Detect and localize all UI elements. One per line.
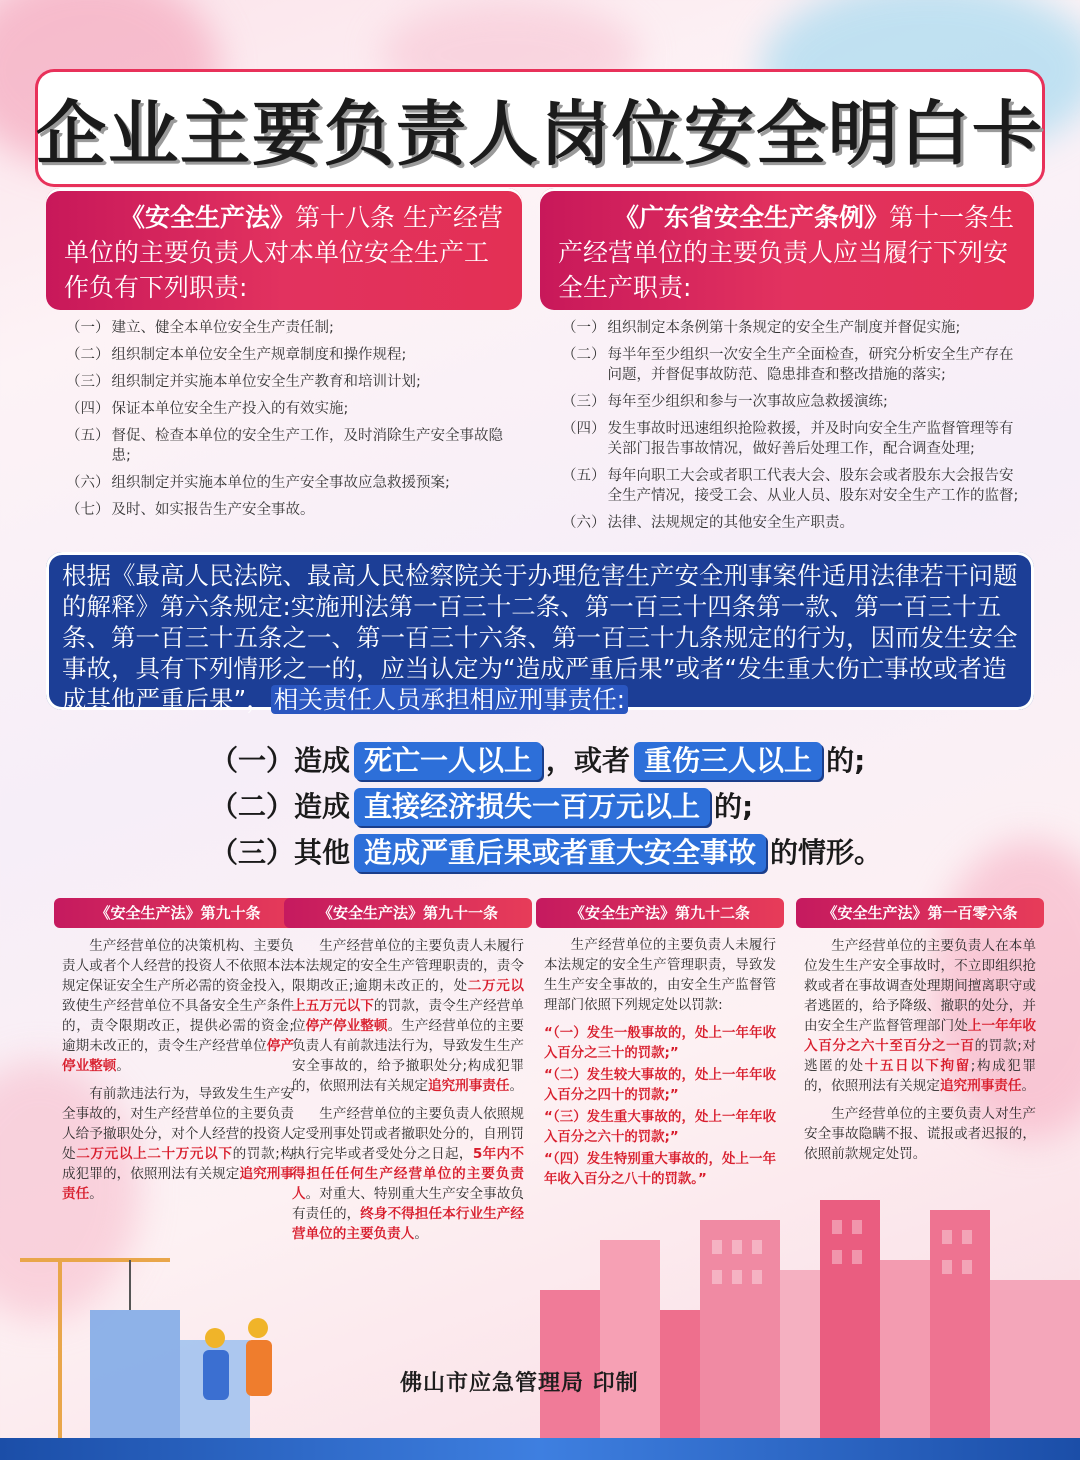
building-shape bbox=[930, 1210, 990, 1460]
item-number: （二） bbox=[562, 347, 606, 363]
item-text: 组织制定并实施本单位安全生产教育和培训计划; bbox=[111, 374, 421, 390]
list-item bbox=[562, 513, 1024, 533]
item-text: 法律、法规规定的其他安全生产职责。 bbox=[607, 515, 854, 531]
paragraph-text: 。 bbox=[414, 1226, 428, 1242]
item-number: （四） bbox=[66, 401, 110, 417]
judicial-interpretation-box bbox=[46, 552, 1034, 714]
law-box-safety-production-act bbox=[46, 188, 522, 310]
item-number: （七） bbox=[66, 502, 110, 518]
judicial-text: 根据《最高人民法院、最高人民检察院关于办理危害生产安全刑事案件适用法律若干问题的解释》第六条规定:实施刑法第一百三十二条、第一百三十四条第一款、第一百三十五条、第一百三十五条之一、第一百三十六条、第一百三十九条规定的行为，因而发生安全事故，具有下列情形之一的，应当认定为“造成严重后果”或者“发生重大伤亡事故或者造成其他严重后果”， bbox=[62, 561, 1018, 714]
paragraph-text: ;构成犯罪的，依照刑法有关规定 bbox=[804, 1058, 1037, 1094]
paragraph-text: 。 bbox=[116, 1058, 130, 1074]
worker-figure bbox=[203, 1350, 229, 1400]
duties-list-left bbox=[66, 318, 514, 527]
item-text: 每年至少组织和参与一次事故应急救援演练; bbox=[607, 394, 888, 410]
building-shape bbox=[600, 1240, 660, 1460]
item-text: 发生事故时迅速组织抢险救援，并及时向安全生产监督管理等有关部门报告事故情况，做好善后处理工作，配合调查处理; bbox=[607, 421, 1014, 457]
consequence-cases bbox=[210, 738, 882, 876]
article-column-91 bbox=[292, 898, 524, 1252]
building-shape bbox=[880, 1260, 930, 1460]
title-banner bbox=[36, 78, 1044, 178]
penalty-item: “（一）发生一般事故的，处上一年年收入百分之三十的罚款;” bbox=[544, 1026, 776, 1061]
item-number: （一） bbox=[562, 320, 606, 336]
penalty-item: “（三）发生重大事故的，处上一年年收入百分之六十的罚款;” bbox=[544, 1110, 776, 1145]
law-name: 《广东省安全生产条例》 bbox=[614, 203, 890, 232]
article-body bbox=[292, 936, 524, 1244]
penalty-highlight: 5年内不得担任任何生产经营单位的主要负责人 bbox=[292, 1146, 524, 1202]
article-paragraph bbox=[62, 1084, 294, 1204]
item-text: 及时、如实报告生产安全事故。 bbox=[111, 502, 315, 518]
bottom-bar bbox=[0, 1438, 1080, 1460]
list-item bbox=[66, 426, 514, 466]
penalty-highlight: 追究刑事责任 bbox=[939, 1078, 1022, 1094]
article-title: 《安全生产法》第一百零六条 bbox=[796, 898, 1044, 928]
article-paragraph bbox=[804, 936, 1036, 1096]
item-number: （三） bbox=[562, 394, 606, 410]
list-item bbox=[562, 392, 1024, 412]
article-paragraph: 生产经营单位的主要负责人对生产安全事故隐瞒不报、谎报或者迟报的，依照前款规定处罚。 bbox=[804, 1106, 1036, 1162]
judicial-highlight: 相关责任人员承担相应刑事责任: bbox=[271, 685, 628, 714]
penalty-highlight: 停产停业整顿 bbox=[62, 1038, 295, 1074]
case-item bbox=[210, 830, 882, 876]
list-item bbox=[66, 372, 514, 392]
penalty-highlight: 终身不得担任本行业生产经营单位的主要负责人 bbox=[292, 1206, 525, 1242]
article-body bbox=[544, 936, 776, 1190]
law-box-guangdong-regulation bbox=[540, 188, 1034, 310]
case-prefix: （三）其他 bbox=[210, 836, 351, 869]
item-number: （三） bbox=[66, 374, 110, 390]
case-prefix: （二）造成 bbox=[210, 790, 351, 823]
article-title: 《安全生产法》第九十一条 bbox=[284, 898, 532, 928]
list-item bbox=[66, 500, 514, 520]
article-title: 《安全生产法》第九十二条 bbox=[536, 898, 784, 928]
article-body bbox=[62, 936, 294, 1204]
penalty-highlight: 二万元以上五万元以下 bbox=[292, 978, 524, 1014]
paragraph-text: 。 bbox=[1021, 1078, 1036, 1094]
item-text: 每年向职工大会或者职工代表大会、股东会或者股东大会报告安全生产情况，接受工会、从业人员、股东对安全生产工作的监督; bbox=[607, 468, 1019, 504]
law-name: 《安全生产法》 bbox=[120, 203, 296, 232]
paragraph-text: 。 bbox=[509, 1078, 524, 1094]
paragraph-text: 。 bbox=[89, 1186, 103, 1202]
building-shape bbox=[780, 1270, 820, 1460]
item-number: （五） bbox=[562, 468, 606, 484]
worker-figure bbox=[246, 1340, 272, 1396]
list-item bbox=[562, 466, 1024, 506]
article-column-92 bbox=[544, 898, 776, 1190]
item-number: （六） bbox=[562, 515, 606, 531]
case-suffix: 的; bbox=[714, 790, 754, 823]
list-item bbox=[66, 399, 514, 419]
item-text: 组织制定本条例第十条规定的安全生产制度并督促实施; bbox=[607, 320, 961, 336]
list-item bbox=[66, 345, 514, 365]
paragraph-text: 。对重大、特别重大生产安全事故负有责任的， bbox=[292, 1186, 525, 1222]
item-number: （二） bbox=[66, 347, 110, 363]
case-highlight: 重伤三人以上 bbox=[634, 742, 822, 780]
penalty-item: “（四）发生特别重大事故的，处上一年年收入百分之八十的罚款。” bbox=[544, 1152, 776, 1187]
item-text: 组织制定并实施本单位的生产安全事故应急救援预案; bbox=[111, 475, 450, 491]
item-text: 保证本单位安全生产投入的有效实施; bbox=[111, 401, 349, 417]
building-shape bbox=[990, 1280, 1080, 1460]
case-highlight: 死亡一人以上 bbox=[354, 742, 542, 780]
article-body bbox=[804, 936, 1036, 1164]
case-highlight: 直接经济损失一百万元以上 bbox=[354, 788, 710, 826]
list-item bbox=[562, 419, 1024, 459]
worker-helmet-icon bbox=[205, 1328, 225, 1348]
penalty-highlight: 十五日以下拘留 bbox=[864, 1058, 971, 1074]
worker-helmet-icon bbox=[248, 1318, 268, 1338]
item-text: 每半年至少组织一次安全生产全面检查，研究分析安全生产存在问题，并督促事故防范、隐患排查和整改措施的落实; bbox=[607, 347, 1014, 383]
penalty-item: “（二）发生较大事故的，处上一年年收入百分之四十的罚款;” bbox=[544, 1068, 776, 1103]
case-highlight: 造成严重后果或者重大安全事故 bbox=[354, 834, 766, 872]
item-number: （五） bbox=[66, 428, 110, 444]
list-item bbox=[562, 345, 1024, 385]
article-column-106 bbox=[804, 898, 1036, 1172]
law-heading: 第十一条生产经营单位的主要负责人应当履行下列安全生产职责: bbox=[558, 203, 1015, 302]
law-heading: 第十八条 生产经营单位的主要负责人对本单位安全生产工作负有下列职责: bbox=[64, 203, 503, 302]
list-item bbox=[562, 318, 1024, 338]
page-title: 企业主要负责人岗位安全明白卡 bbox=[36, 92, 1044, 175]
case-suffix: 的情形。 bbox=[770, 836, 883, 869]
case-item bbox=[210, 784, 882, 830]
paragraph-text: 有前款违法行为，导致发生生产安全事故的，对生产经营单位的主要负责人给予撤职处分，对个人经营的投资人处 bbox=[62, 1086, 294, 1162]
penalty-highlight: 追究刑事责任 bbox=[427, 1078, 510, 1094]
item-text: 督促、检查本单位的安全生产工作，及时消除生产安全事故隐患; bbox=[111, 428, 503, 464]
paragraph-text: 生产经营单位的决策机构、主要负责人或者个人经营的投资人不依照本法规定保证安全生产所必需的资金投入，致使生产经营单位不具备安全生产条件的，责令限期改正，提供必需的资金;逾期未改正的，责令生产经营单位 bbox=[62, 938, 294, 1054]
list-item bbox=[66, 318, 514, 338]
article-title: 《安全生产法》第九十条 bbox=[54, 898, 302, 928]
paragraph-text: 生产经营单位的主要负责人依照规定受刑事处罚或者撤职处分的，自刑罚执行完毕或者受处分之日起， bbox=[292, 1106, 524, 1162]
item-number: （四） bbox=[562, 421, 606, 437]
case-item bbox=[210, 738, 882, 784]
article-paragraph: 生产经营单位的主要负责人未履行本法规定的安全生产管理职责，导致发生生产安全事故的，由安全生产监督管理部门依照下列规定处以罚款: bbox=[544, 938, 776, 1013]
paragraph-text: 的罚款，责令生产经营单位 bbox=[292, 998, 525, 1034]
building-shape bbox=[700, 1220, 780, 1460]
article-paragraph bbox=[62, 936, 294, 1076]
paragraph-text: 生产经营单位的主要负责人未履行本法规定的安全生产管理职责的，责令限期改正;逾期未改正的，处 bbox=[292, 938, 524, 994]
paragraph-text: 的罚款;对逃匿的处 bbox=[804, 1038, 1036, 1074]
building-shape bbox=[820, 1200, 880, 1460]
penalty-highlight: 二万元以上二十万元以下 bbox=[76, 1146, 233, 1162]
paragraph-text: 的罚款;构成犯罪的，依照刑法有关规定 bbox=[62, 1146, 294, 1182]
case-prefix: （一）造成 bbox=[210, 744, 351, 777]
paragraph-text: 生产经营单位的主要负责人在本单位发生生产安全事故时，不立即组织抢救或者在事故调查处理期间擅离职守或者逃匿的，给予降级、撤职的处分，并由安全生产监督管理部门处 bbox=[804, 938, 1036, 1034]
city-skyline-illustration bbox=[0, 1200, 1080, 1460]
case-connector: ，或者 bbox=[546, 744, 631, 777]
penalty-highlight: 停产停业整顿 bbox=[305, 1018, 388, 1034]
penalty-highlight: 上一年年收入百分之六十至百分之一百 bbox=[804, 1018, 1037, 1054]
duties-list-right bbox=[562, 318, 1024, 540]
paragraph-text: 。生产经营单位的主要负责人有前款违法行为，导致发生生产安全事故的，给予撤职处分;构成犯罪的，依照刑法有关规定 bbox=[292, 1018, 525, 1094]
item-text: 建立、健全本单位安全生产责任制; bbox=[111, 320, 334, 336]
article-column-90 bbox=[62, 898, 294, 1212]
item-text: 组织制定本单位安全生产规章制度和操作规程; bbox=[111, 347, 407, 363]
publisher-credit: 佛山市应急管理局 印制 bbox=[400, 1371, 639, 1396]
item-number: （一） bbox=[66, 320, 110, 336]
case-suffix: 的; bbox=[826, 744, 866, 777]
penalty-highlight: 追究刑事责任 bbox=[62, 1166, 295, 1202]
article-paragraph bbox=[292, 936, 524, 1096]
list-item bbox=[66, 473, 514, 493]
item-number: （六） bbox=[66, 475, 110, 491]
